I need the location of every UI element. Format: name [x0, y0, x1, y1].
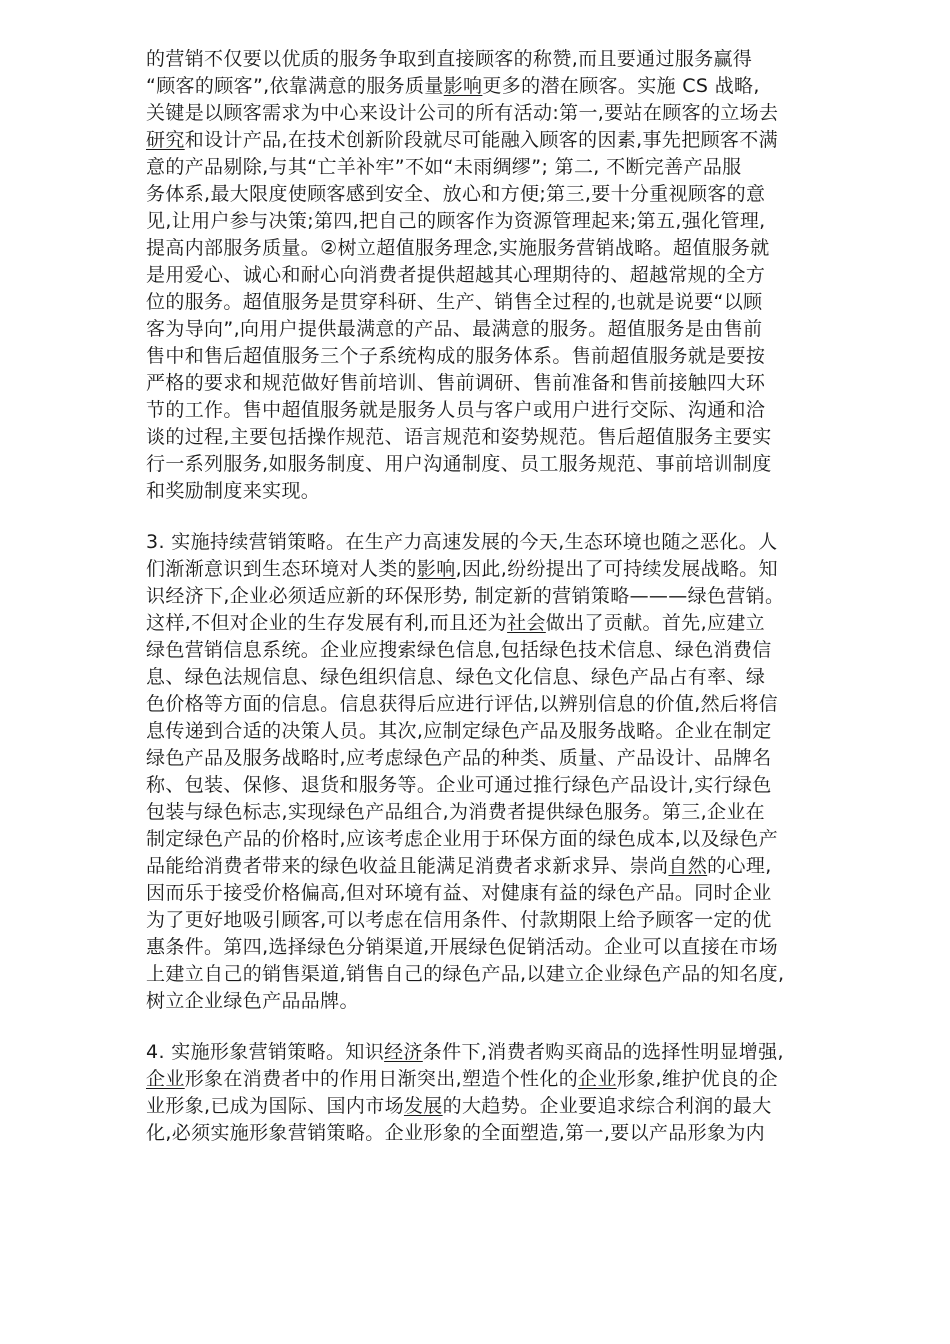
text-line — [146, 664, 888, 691]
text-line — [146, 907, 888, 934]
text-run: 条件下,消费者购买商品的选择性明显增强, — [422, 1041, 784, 1063]
text-line — [146, 127, 888, 154]
text-run: 和设计产品,在技术创新阶段就尽可能融入顾客的因素,事先把顾客不满 — [184, 129, 778, 151]
text-run: 的大趋势。企业要追求综合利润的最大 — [442, 1095, 772, 1117]
text-line — [146, 181, 888, 208]
text-line — [146, 208, 888, 235]
text-run: 行一系列服务,如服务制度、用户沟通制度、员工服务规范、事前培训制度 — [146, 453, 772, 475]
underlined-term: 企业 — [578, 1068, 617, 1090]
text-run: 识经济下,企业必须适应新的环保形势, 制定新的营销策略———绿色营销。 — [146, 585, 785, 607]
text-line — [146, 529, 888, 556]
underlined-term: 研究 — [146, 129, 185, 151]
text-run: 制定绿色产品的价格时,应该考虑企业用于环保方面的绿色成本,以及绿色产 — [146, 828, 778, 850]
text-line — [146, 745, 888, 772]
text-run: 3. 实施持续营销策略。在生产力高速发展的今天,生态环境也随之恶化。人 — [146, 531, 778, 553]
text-line — [146, 718, 888, 745]
paragraph-green-marketing — [146, 529, 888, 1015]
text-line — [146, 880, 888, 907]
text-run: 严格的要求和规范做好售前培训、售前调研、售前准备和售前接触四大环 — [146, 372, 766, 394]
text-line — [146, 370, 888, 397]
text-run: 位的服务。超值服务是贯穿科研、生产、销售全过程的,也就是说要“以顾 — [146, 291, 763, 313]
underlined-term: 发展 — [403, 1095, 443, 1117]
text-run: 树立企业绿色产品品牌。 — [146, 990, 359, 1012]
text-line — [146, 1066, 888, 1093]
text-run: 客为导向”,向用户提供最满意的产品、最满意的服务。超值服务是由售前 — [146, 318, 763, 340]
text-line — [146, 961, 888, 988]
text-run: 和奖励制度来实现。 — [146, 480, 321, 502]
text-line — [146, 235, 888, 262]
text-run: 做出了贡献。首先,应建立 — [545, 612, 766, 634]
text-run: 色价格等方面的信息。信息获得后应进行评估,以辨别信息的价值,然后将信 — [146, 693, 778, 715]
underlined-term: 社会 — [507, 612, 546, 634]
text-run: 务体系,最大限度使顾客感到安全、放心和方便;第三,要十分重视顾客的意 — [146, 183, 766, 205]
text-line — [146, 772, 888, 799]
text-run: 节的工作。售中超值服务就是服务人员与客户或用户进行交际、沟通和洽 — [146, 399, 766, 421]
text-line — [146, 289, 888, 316]
text-run: 化,必须实施形象营销策略。企业形象的全面塑造,第一,要以产品形象为内 — [146, 1122, 766, 1144]
paragraph-service-marketing — [146, 46, 888, 505]
underlined-term: 企业 — [146, 1068, 185, 1090]
text-run: 息传递到合适的决策人员。其次,应制定绿色产品及服务战略。企业在制定 — [146, 720, 772, 742]
text-run: 的心理, — [707, 855, 772, 877]
text-run: 4. 实施形象营销策略。知识 — [146, 1041, 385, 1063]
text-run: 提高内部服务质量。②树立超值服务理念,实施服务营销战略。超值服务就 — [146, 237, 770, 259]
text-run: 的营销不仅要以优质的服务争取到直接顾客的称赞,而且要通过服务赢得 — [146, 48, 753, 70]
text-run: 形象,维护优良的企 — [616, 1068, 778, 1090]
text-run: 业形象,已成为国际、国内市场 — [146, 1095, 404, 1117]
text-run: 绿色营销信息系统。企业应搜索绿色信息,包括绿色技术信息、绿色消费信 — [146, 639, 772, 661]
document-page — [146, 46, 888, 1147]
text-line — [146, 1093, 888, 1120]
text-line — [146, 691, 888, 718]
text-run: 关键是以顾客需求为中心来设计公司的所有活动:第一,要站在顾客的立场去 — [146, 102, 779, 124]
text-run: 售中和售后超值服务三个子系统构成的服务体系。售前超值服务就是要按 — [146, 345, 766, 367]
text-line — [146, 424, 888, 451]
text-line — [146, 316, 888, 343]
text-run: ,因此,纷纷提出了可持续发展战略。知 — [455, 558, 778, 580]
text-run: 品能给消费者带来的绿色收益且能满足消费者求新求异、崇尚 — [146, 855, 669, 877]
underlined-term: 自然 — [668, 855, 708, 877]
text-line — [146, 988, 888, 1015]
text-run: 意的产品剔除,与其“亡羊补牢”不如“未雨绸缪”; 第二, 不断完善产品服 — [146, 156, 742, 178]
text-run: 包装与绿色标志,实现绿色产品组合,为消费者提供绿色服务。第三,企业在 — [146, 801, 766, 823]
text-line — [146, 100, 888, 127]
text-run: 们渐渐意识到生态环境对人类的 — [146, 558, 417, 580]
text-line — [146, 799, 888, 826]
text-line — [146, 934, 888, 961]
text-line — [146, 1039, 888, 1066]
text-run: “顾客的顾客”,依靠满意的服务质量 — [146, 75, 444, 97]
text-run: 上建立自己的销售渠道,销售自己的绿色产品,以建立企业绿色产品的知名度, — [146, 963, 785, 985]
text-run: 谈的过程,主要包括操作规范、语言规范和姿势规范。售后超值服务主要实 — [146, 426, 772, 448]
text-line — [146, 853, 888, 880]
text-line — [146, 451, 888, 478]
text-line — [146, 262, 888, 289]
text-run: 惠条件。第四,选择绿色分销渠道,开展绿色促销活动。企业可以直接在市场 — [146, 936, 778, 958]
underlined-term: 影响 — [443, 75, 483, 97]
text-line — [146, 610, 888, 637]
text-run: 息、绿色法规信息、绿色组织信息、绿色文化信息、绿色产品占有率、绿 — [146, 666, 766, 688]
underlined-term: 经济 — [384, 1041, 423, 1063]
text-run: 见,让用户参与决策;第四,把自己的顾客作为资源管理起来;第五,强化管理, — [146, 210, 766, 232]
text-line — [146, 478, 888, 505]
text-run: 绿色产品及服务战略时,应考虑绿色产品的种类、质量、产品设计、品牌名 — [146, 747, 772, 769]
text-line — [146, 583, 888, 610]
text-run: 为了更好地吸引顾客,可以考虑在信用条件、付款期限上给予顾客一定的优 — [146, 909, 772, 931]
text-line — [146, 154, 888, 181]
text-line — [146, 556, 888, 583]
text-line — [146, 826, 888, 853]
underlined-term: 影响 — [416, 558, 456, 580]
text-line — [146, 46, 888, 73]
text-run: 称、包装、保修、退货和服务等。企业可通过推行绿色产品设计,实行绿色 — [146, 774, 772, 796]
text-run: 因而乐于接受价格偏高,但对环境有益、对健康有益的绿色产品。同时企业 — [146, 882, 772, 904]
text-run: 这样,不但对企业的生存发展有利,而且还为 — [146, 612, 508, 634]
text-line — [146, 343, 888, 370]
text-run: 形象在消费者中的作用日渐突出,塑造个性化的 — [184, 1068, 579, 1090]
text-run: 更多的潜在顾客。实施 CS 战略, — [482, 75, 760, 97]
paragraph-image-marketing — [146, 1039, 888, 1147]
text-line — [146, 397, 888, 424]
text-line — [146, 73, 888, 100]
text-run: 是用爱心、诚心和耐心向消费者提供超越其心理期待的、超越常规的全方 — [146, 264, 766, 286]
text-line — [146, 637, 888, 664]
text-line — [146, 1120, 888, 1147]
